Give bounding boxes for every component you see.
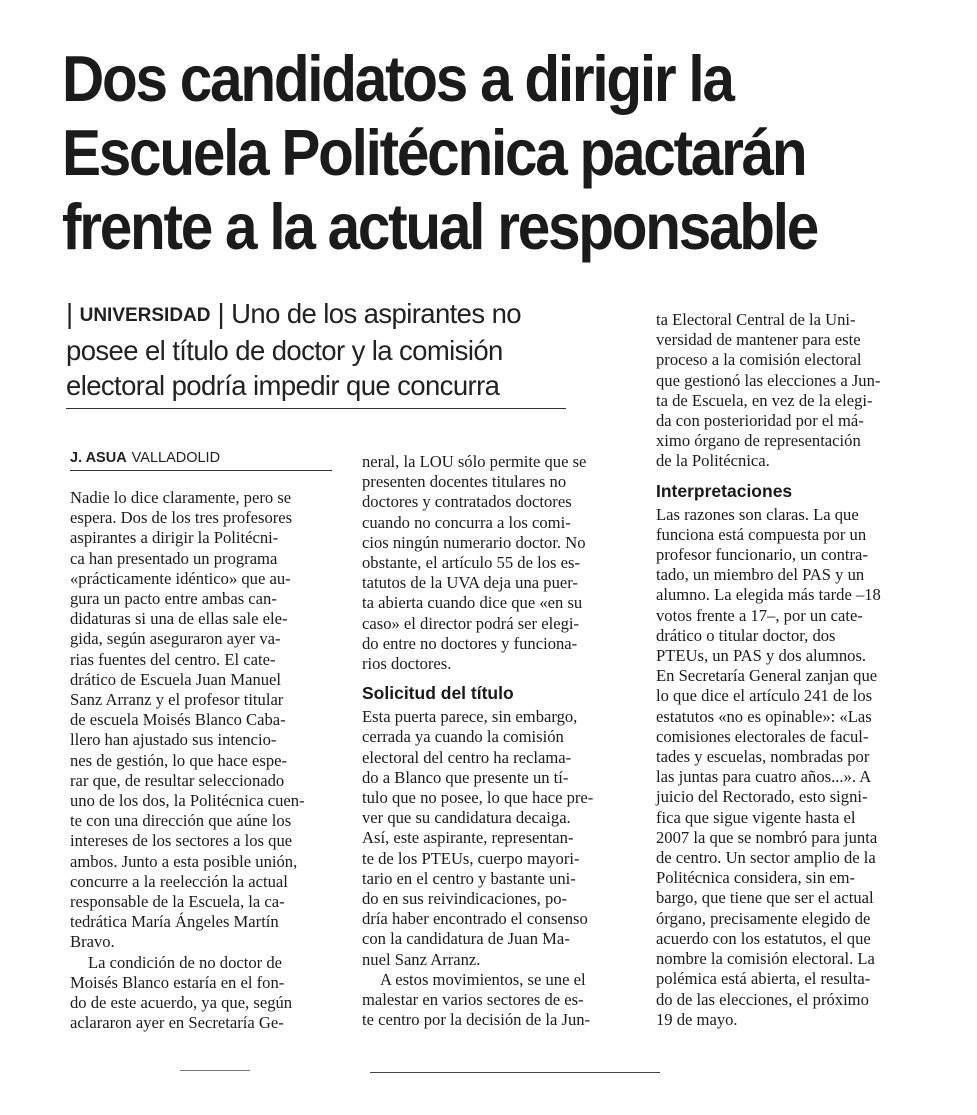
- text-line: 2007 la que se nombró para junta: [656, 827, 878, 847]
- text-line: fica que sigue vigente hasta el: [656, 807, 856, 827]
- text-line: Politécnica considera, sin em-: [656, 868, 856, 888]
- text-line: versidad de mantener para este: [656, 330, 861, 350]
- text-line: ver que su candidatura decaiga.: [362, 808, 571, 828]
- section-heading: Interpretaciones: [656, 480, 793, 501]
- text-line: acuerdo con los estatutos, el que: [656, 928, 871, 948]
- text-line: juicio del Rectorado, esto signi-: [656, 787, 868, 807]
- subheadline: [66, 296, 601, 403]
- text-line: uno de los dos, la Politécnica cuen-: [70, 791, 305, 811]
- paragraph: [70, 953, 338, 1034]
- text-line: Nadie lo dice claramente, pero se: [70, 488, 292, 507]
- text-line: do de este acuerdo, ya que, según: [70, 993, 293, 1013]
- text-line: nuel Sanz Arranz.: [362, 949, 481, 969]
- text-line: obstante, el artículo 55 de los es-: [362, 553, 580, 573]
- text-line: da con posterioridad por el má-: [656, 411, 864, 431]
- text-line: cuando no concurra a los comi-: [362, 512, 571, 532]
- text-line: nombre la comisión electoral. La: [656, 949, 875, 969]
- text-line: «prácticamente idéntico» que au-: [70, 568, 291, 588]
- text-line: concurre a la reelección la actual: [70, 871, 288, 891]
- text-line: polémica está abierta, el resulta-: [656, 969, 871, 989]
- text-line: lo que dice el artículo 241 de los: [656, 686, 873, 706]
- headline-line: Dos candidatos a dirigir la: [62, 42, 733, 115]
- text-line: alumno. La elegida más tarde –18: [656, 585, 881, 605]
- text-line: llero han ajustado sus intencio-: [70, 730, 277, 750]
- text-line: drático o titular doctor, dos: [656, 625, 836, 645]
- text-line: tades y escuelas, nombradas por: [656, 747, 870, 767]
- text-line: ca han presentado un programa: [70, 548, 278, 568]
- paragraph: [362, 970, 630, 1031]
- footer-rule: [370, 1072, 660, 1073]
- text-line: profesor funcionario, un contra-: [656, 545, 868, 565]
- headline-line: frente a la actual responsable: [62, 190, 818, 263]
- text-line: do de las elecciones, el próximo: [656, 989, 869, 1009]
- text-line: En Secretaría General zanjan que: [656, 666, 878, 686]
- text-line: ta Electoral Central de la Uni-: [656, 310, 856, 329]
- text-line: de la Politécnica.: [656, 451, 770, 471]
- text-line: ta de Escuela, en vez de la elegi-: [656, 390, 873, 410]
- text-line: malestar en varios sectores de es-: [362, 990, 584, 1010]
- text-line: presenten docentes titulares no: [362, 472, 567, 492]
- section-heading: Solicitud del título: [362, 683, 514, 704]
- headline: [62, 42, 854, 264]
- text-line: Moisés Blanco estaría en el fon-: [70, 972, 285, 992]
- text-line: didaturas si una de ellas sale ele-: [70, 609, 288, 629]
- text-line: doctores y contratados doctores: [362, 492, 572, 512]
- section-divider: |: [217, 298, 225, 329]
- text-line: aspirantes a dirigir la Politécni-: [70, 528, 279, 548]
- text-line: tulo que no posee, lo que hace pre-: [362, 788, 594, 808]
- paragraph: [70, 488, 338, 953]
- text-line: cerrada ya cuando la comisión: [362, 727, 564, 747]
- paragraph: [362, 452, 630, 674]
- text-line: electoral del centro ha reclama-: [362, 747, 572, 767]
- text-line: neral, la LOU sólo permite que se: [362, 452, 587, 471]
- text-line: Las razones son claras. La que: [656, 504, 859, 524]
- text-line: ambos. Junto a esta posible unión,: [70, 851, 298, 871]
- text-line: intereses de los sectores a los que: [70, 831, 293, 851]
- subhead-line: posee el título de doctor y la comisión: [66, 335, 503, 366]
- text-line: con la candidatura de Juan Ma-: [362, 929, 570, 949]
- text-line: do entre no doctores y funciona-: [362, 633, 578, 653]
- text-line: gida, según aseguraron ayer va-: [70, 629, 281, 649]
- text-line: rar que, de resultar seleccionado: [70, 770, 285, 790]
- subhead-rule: [66, 408, 566, 409]
- text-line: te de los PTEUs, cuerpo mayori-: [362, 848, 580, 868]
- text-line: rios doctores.: [362, 654, 452, 674]
- text-line: espera. Dos de los tres profesores: [70, 508, 293, 528]
- text-line: comisiones electorales de facul-: [656, 726, 869, 746]
- section-divider: |: [66, 298, 73, 329]
- text-line: do en sus reivindicaciones, po-: [362, 889, 568, 909]
- text-line: órgano, precisamente elegido de: [656, 908, 871, 928]
- byline: [70, 450, 332, 471]
- headline-line: Escuela Politécnica pactarán: [62, 116, 806, 189]
- text-line: te con una dirección que aúne los: [70, 811, 292, 831]
- text-line: estatutos «no es opinable»: «Las: [656, 706, 872, 726]
- text-line: bargo, que tiene que ser el actual: [656, 888, 874, 908]
- text-line: te centro por la decisión de la Jun-: [362, 1010, 591, 1030]
- paragraph: [656, 310, 920, 472]
- text-line: las juntas para cuatro años...». A: [656, 767, 872, 787]
- text-line: A estos movimientos, se une el: [380, 969, 586, 989]
- text-line: Sanz Arranz y el profesor titular: [70, 690, 284, 710]
- text-line: rias fuentes del centro. El cate-: [70, 649, 276, 669]
- text-line: gura un pacto entre ambas can-: [70, 589, 277, 609]
- article-column-2: [362, 452, 630, 1030]
- text-line: ta abierta cuando dice que «en su: [362, 593, 583, 613]
- text-line: de centro. Un sector amplio de la: [656, 848, 876, 868]
- text-line: do a Blanco que presente un tí-: [362, 767, 569, 787]
- paragraph: [362, 707, 630, 970]
- text-line: que gestionó las elecciones a Jun-: [656, 370, 881, 390]
- text-line: proceso a la comisión electoral: [656, 350, 862, 370]
- article-column-3: [656, 310, 920, 1030]
- text-line: votos frente a 17–, por un cate-: [656, 605, 863, 625]
- text-line: 19 de mayo.: [656, 1009, 738, 1029]
- text-line: Bravo.: [70, 932, 115, 952]
- text-line: dría haber encontrado el consenso: [362, 909, 588, 929]
- text-line: caso» el director podrá ser elegi-: [362, 613, 579, 633]
- text-line: Esta puerta parece, sin embargo,: [362, 707, 578, 727]
- byline-author: J. ASUA: [70, 450, 127, 466]
- subhead-line: Uno de los aspirantes no: [231, 298, 521, 329]
- text-line: cios ningún numerario doctor. No: [362, 532, 586, 552]
- text-line: de escuela Moisés Blanco Caba-: [70, 710, 286, 730]
- text-line: tado, un miembro del PAS y un: [656, 565, 865, 585]
- text-line: Así, este aspirante, representan-: [362, 828, 574, 848]
- text-line: responsable de la Escuela, la ca-: [70, 892, 285, 912]
- text-line: ximo órgano de representación: [656, 431, 861, 451]
- text-line: tatutos de la UVA deja una puer-: [362, 573, 578, 593]
- text-line: nes de gestión, lo que hace espe-: [70, 750, 288, 770]
- text-line: funciona está compuesta por un: [656, 524, 867, 544]
- text-line: drático de Escuela Juan Manuel: [70, 669, 282, 689]
- text-line: PTEUs, un PAS y dos alumnos.: [656, 646, 867, 666]
- text-line: La condición de no doctor de: [88, 952, 282, 972]
- footer-rule: [180, 1070, 250, 1071]
- text-line: tedrática María Ángeles Martín: [70, 912, 279, 932]
- byline-place: VALLADOLID: [131, 450, 221, 466]
- text-line: aclararon ayer en Secretaría Ge-: [70, 1013, 284, 1033]
- paragraph: [656, 505, 920, 1030]
- subhead-line: electoral podría impedir que concurra: [66, 370, 500, 401]
- article-column-1: [70, 488, 338, 1033]
- section-tag: UNIVERSIDAD: [79, 305, 211, 326]
- text-line: tario en el centro y bastante uni-: [362, 868, 576, 888]
